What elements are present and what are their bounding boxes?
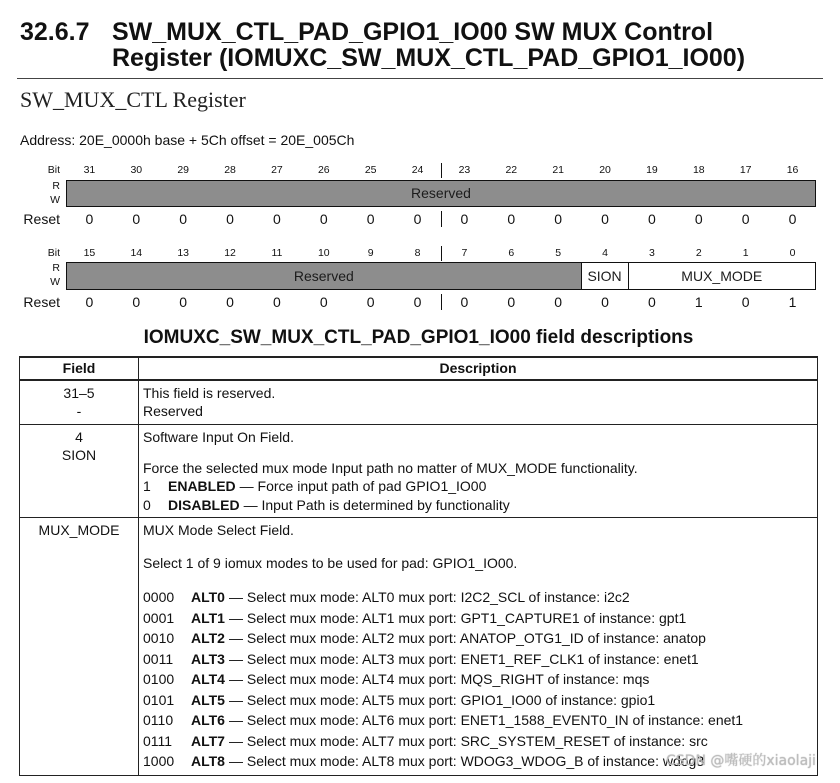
reset-value: 0 (648, 294, 656, 310)
byte-divider (441, 246, 442, 261)
option-name: ALT5 (191, 691, 225, 708)
option-name: ALT4 (191, 671, 225, 687)
option-name: ALT1 (191, 609, 225, 626)
reset-value: 0 (741, 211, 750, 227)
bit-number: 3 (649, 247, 655, 259)
reset-value: 0 (226, 294, 234, 310)
bit-number: 8 (414, 247, 421, 259)
reset-value: 0 (366, 294, 375, 310)
bit-number: 12 (224, 247, 236, 259)
reset-value: 0 (507, 211, 516, 227)
option-value: 0000 (143, 589, 175, 605)
field-bits: 4 (75, 429, 83, 445)
option-value: 0110 (143, 712, 174, 728)
field-name: - (76, 403, 82, 419)
bit-number: 29 (177, 164, 190, 176)
option-description: — Input Path is determined by functionality (243, 497, 510, 513)
option-value: 0010 (143, 630, 175, 646)
write-label: W (50, 276, 60, 288)
reset-value: 0 (601, 294, 609, 310)
option-description: — Select mux mode: ALT3 mux port: ENET1_REF_CLK1 of instance: enet1 (228, 650, 699, 667)
sion-options (143, 477, 817, 515)
bit-number: 21 (552, 164, 565, 176)
watermark: CSDN @嘴硬的xiaolaji (666, 753, 816, 769)
option-description: — Select mux mode: ALT6 mux port: ENET1_1588_EVENT0_IN of instance: enet1 (228, 712, 744, 728)
field-descriptions-table (19, 356, 818, 776)
register-address: Address: 20E_0000h base + 5Ch offset = 20E_005Ch (20, 132, 355, 148)
option-description: — Select mux mode: ALT7 mux port: SRC_SYSTEM_RESET of instance: src (228, 732, 708, 749)
option-value: 1 (143, 478, 151, 494)
reset-value: 0 (788, 211, 797, 227)
byte-divider (441, 211, 442, 227)
bit-number: 30 (130, 164, 143, 176)
reset-value: 0 (554, 294, 563, 310)
option-name: DISABLED (168, 497, 240, 513)
field-bits: 31–5 (63, 385, 95, 401)
option-description: — Select mux mode: ALT0 mux port: I2C2_SCL of instance: i2c2 (228, 589, 630, 605)
reset-value: 0 (554, 211, 563, 227)
bit-number: 6 (508, 247, 515, 259)
bit-number: 27 (271, 164, 283, 176)
reset-value: 0 (413, 211, 422, 227)
field-cell (20, 381, 139, 424)
header-description: Description (439, 360, 517, 376)
table-row (20, 381, 817, 425)
field-cell (20, 518, 139, 775)
option-value: 0 (143, 497, 151, 513)
byte-divider (441, 294, 442, 310)
bit-number: 0 (789, 247, 796, 259)
description-cell (139, 518, 817, 775)
bit-number: 31 (83, 164, 96, 176)
bit-number: 15 (83, 247, 96, 259)
reset-value: 0 (648, 211, 656, 227)
reset-value: 0 (179, 294, 188, 310)
bit-number: 13 (177, 247, 190, 259)
table-header-row (20, 358, 817, 381)
option-name: ALT3 (191, 650, 225, 667)
register-heading: SW_MUX_CTL Register (20, 87, 246, 112)
option-item (143, 587, 817, 608)
bit-number: 4 (602, 247, 608, 259)
bit-number: 14 (130, 247, 143, 259)
description-line: This field is reserved. (143, 385, 276, 401)
bit-number: 11 (271, 247, 283, 259)
field-name: MUX_MODE (38, 522, 120, 538)
register-diagram (0, 0, 840, 320)
reset-value: 0 (319, 211, 328, 227)
option-name: ALT7 (191, 732, 225, 749)
bit-number: 7 (461, 247, 468, 259)
reset-value: 0 (226, 211, 234, 227)
register-field-mux-mode: MUX_MODE (629, 262, 817, 290)
bit-number: 25 (364, 164, 377, 176)
option-description: — Select mux mode: ALT8 mux port: WDOG3_WDOG_B of instance: wdog3 (228, 753, 705, 769)
reset-value: 0 (741, 294, 750, 310)
option-description: — Force input path of pad GPIO1_IO00 (239, 478, 487, 494)
bit-number: 10 (317, 247, 330, 259)
option-item (143, 628, 817, 649)
register-field-reserved: Reserved (66, 262, 582, 290)
reset-value: 1 (788, 294, 797, 310)
bit-number: 28 (224, 164, 236, 176)
bit-number: 17 (739, 164, 752, 176)
option-value: 0111 (143, 732, 173, 749)
reset-value: 0 (413, 294, 422, 310)
option-description: — Select mux mode: ALT1 mux port: GPT1_CAPTURE1 of instance: gpt1 (228, 609, 687, 626)
option-item (143, 669, 817, 690)
option-name: ALT6 (191, 712, 225, 728)
reset-value: 0 (273, 294, 281, 310)
bit-number: 24 (411, 164, 424, 176)
field-cell (20, 425, 139, 517)
description-line: Reserved (143, 403, 203, 419)
bit-number: 26 (317, 164, 330, 176)
description-cell (139, 381, 817, 424)
bit-number: 22 (505, 164, 518, 176)
reset-label: Reset (23, 211, 60, 227)
read-label: R (52, 180, 60, 192)
option-item (143, 496, 817, 515)
option-item (143, 731, 817, 752)
option-description: — Select mux mode: ALT2 mux port: ANATOP_OTG1_ID of instance: anatop (228, 630, 706, 646)
reset-value: 0 (132, 211, 141, 227)
reset-value: 0 (460, 294, 469, 310)
option-value: 0101 (143, 691, 175, 708)
option-name: ALT0 (191, 589, 225, 605)
field-name: SION (61, 447, 97, 463)
reset-value: 0 (273, 211, 281, 227)
option-description: — Select mux mode: ALT5 mux port: GPIO1_IO00 of instance: gpio1 (228, 691, 656, 708)
option-value: 1000 (143, 753, 175, 769)
bit-number: 2 (695, 247, 702, 259)
reset-value: 0 (460, 211, 469, 227)
reset-value: 0 (366, 211, 375, 227)
option-description: — Select mux mode: ALT4 mux port: MQS_RIGHT of instance: mqs (228, 671, 650, 687)
byte-divider (441, 163, 442, 178)
reset-value: 0 (132, 294, 141, 310)
option-value: 0100 (143, 671, 175, 687)
section-title: SW_MUX_CTL_PAD_GPIO1_IO00 SW MUX Control Register (IOMUXC_SW_MUX_CTL_PAD_GPIO1_IO00) (112, 18, 746, 72)
reset-value: 0 (601, 211, 609, 227)
bit-number: 19 (646, 164, 658, 176)
bit-number: 5 (555, 247, 562, 259)
field-table-title: IOMUXC_SW_MUX_CTL_PAD_GPIO1_IO00 field descriptions (143, 327, 694, 348)
table-row (20, 518, 817, 775)
bit-number: 18 (692, 164, 705, 176)
reset-value: 0 (85, 294, 94, 310)
mux-mode-options (143, 587, 817, 772)
read-label: R (52, 262, 60, 274)
reset-value: 0 (694, 211, 703, 227)
bit-label: Bit (47, 164, 60, 176)
write-label: W (50, 194, 60, 206)
register-field-sion: SION (582, 262, 629, 290)
bit-label: Bit (47, 247, 60, 259)
description-detail: Select 1 of 9 iomux modes to be used for pad: GPIO1_IO00. (143, 555, 518, 571)
header-field: Field (20, 358, 139, 379)
bit-number: 20 (599, 164, 611, 176)
reset-value: 0 (179, 211, 188, 227)
description-cell (139, 425, 817, 517)
bit-number: 23 (458, 164, 471, 176)
option-item (143, 608, 817, 629)
bit-number: 9 (367, 247, 374, 259)
reset-value: 0 (319, 294, 328, 310)
register-field-reserved: Reserved (66, 180, 816, 207)
reset-value: 0 (85, 211, 94, 227)
option-name: ENABLED (168, 478, 236, 494)
description-summary: Software Input On Field. (143, 429, 294, 445)
option-name: ALT8 (191, 753, 225, 769)
option-item (143, 477, 817, 496)
option-name: ALT2 (191, 630, 225, 646)
option-value: 0011 (143, 650, 174, 667)
description-summary: MUX Mode Select Field. (143, 522, 294, 538)
option-item (143, 690, 817, 711)
table-row (20, 425, 817, 518)
bit-number: 16 (786, 164, 799, 176)
option-value: 0001 (143, 609, 175, 626)
option-item (143, 710, 817, 731)
reset-value: 1 (694, 294, 703, 310)
bit-number: 1 (742, 247, 749, 259)
reset-label: Reset (23, 294, 60, 310)
reset-value: 0 (507, 294, 516, 310)
option-item (143, 649, 817, 670)
section-number: 32.6.7 (20, 18, 90, 46)
description-detail: Force the selected mux mode Input path no matter of MUX_MODE functionality. (143, 460, 638, 476)
